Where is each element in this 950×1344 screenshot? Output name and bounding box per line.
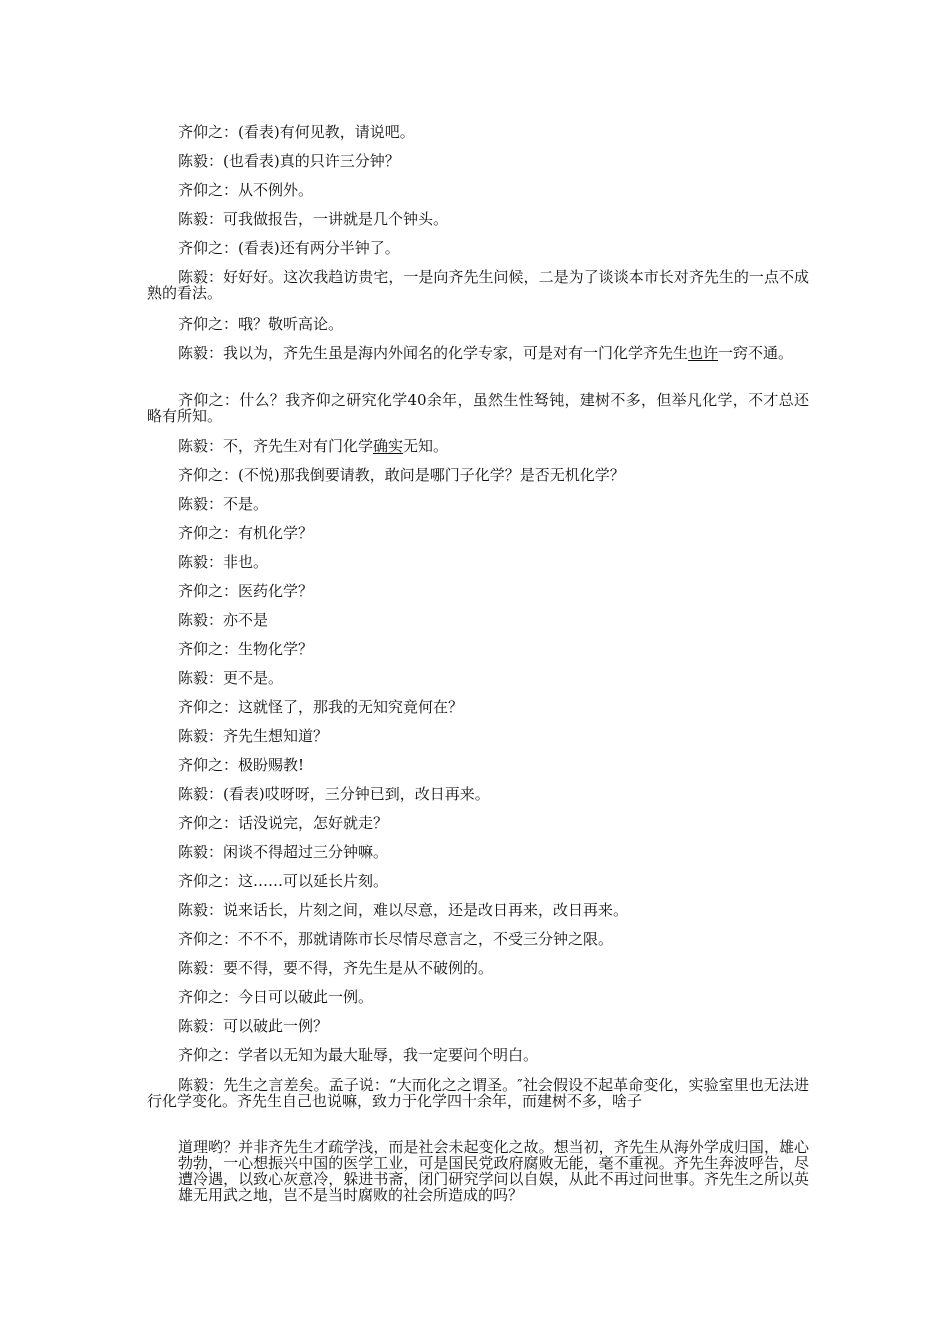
dialogue-text: 无知。 (403, 437, 449, 455)
dialogue-line: 齐仰之：今日可以破此一例。 (178, 988, 374, 1006)
dialogue-line: 齐仰之：(看表)还有两分半钟了。 (178, 239, 400, 257)
dialogue-line: 陈毅：齐先生想知道？ (178, 727, 329, 745)
dialogue-line: 陈毅：不是。 (178, 495, 269, 513)
dialogue-line: 齐仰之：哦？敬听高论。 (178, 315, 344, 333)
dialogue-line: 齐仰之：什么？我齐仰之研究化学40余年，虽然生性驽钝，建树不多，但举凡化学，不才总还略有所知。 (147, 391, 809, 425)
dialogue-line: 齐仰之：从不例外。 (178, 181, 314, 199)
dialogue-line: 陈毅：可我做报告，一讲就是几个钟头。 (178, 210, 449, 228)
dialogue-line: 齐仰之：生物化学？ (178, 640, 314, 658)
dialogue-line: 齐仰之：有机化学？ (178, 524, 314, 542)
dialogue-line: 陈毅：更不是。 (178, 669, 284, 687)
underlined-word: 确实 (373, 437, 404, 455)
dialogue-line: 陈毅：闲谈不得超过三分钟嘛。 (178, 843, 389, 861)
dialogue-line: 齐仰之：(不悦)那我倒要请教，敢问是哪门子化学？是否无机化学？ (178, 466, 625, 484)
dialogue-line: 陈毅：(也看表)真的只许三分钟？ (178, 152, 400, 170)
dialogue-text: 陈毅：不，齐先生对有门化学 (178, 437, 374, 455)
dialogue-line (147, 345, 809, 361)
dialogue-line: 陈毅：亦不是 (178, 611, 269, 629)
dialogue-line: 齐仰之：(看表)有何见教，请说吧。 (178, 123, 415, 141)
dialogue-line: 齐仰之：不不不，那就请陈市长尽情尽意言之，不受三分钟之限。 (178, 930, 614, 948)
dialogue-line: 齐仰之：这就怪了，那我的无知究竟何在？ (178, 698, 464, 716)
dialogue-line: 陈毅：先生之言差矣。孟子说：“大而化之之谓圣。″社会假设不起革命变化，实验室里也无法进行化学变化。齐先生自己也说嘛，致力于化学四十余年，而建树不多，啥子 (147, 1076, 809, 1110)
dialogue-line (147, 438, 809, 454)
dialogue-line: 陈毅：非也。 (178, 553, 269, 571)
dialogue-line: 齐仰之：极盼赐教! (178, 756, 305, 774)
dialogue-text: 一窍不通。 (718, 344, 794, 362)
dialogue-line: 陈毅：说来话长，片刻之间，难以尽意，还是改日再来，改日再来。 (178, 901, 629, 919)
dialogue-continuation: 道理哟？并非齐先生才疏学浅，而是社会未起变化之故。想当初，齐先生从海外学成归国，雄心勃勃，一心想振兴中国的医学工业，可是国民党政府腐败无能，毫不重视。齐先生奔波呼告，尽遭冷遇，以致心灰意冷，躲进书斋，闭门研究学问以自娱，从此不再过问世事。齐先生之所以英雄无用武之地，岂不是当时腐败的社会所造成的吗？ (178, 1138, 809, 1204)
dialogue-line: 陈毅：(看表)哎呀呀，三分钟已到，改日再来。 (178, 785, 490, 803)
dialogue-line: 齐仰之：这……可以延长片刻。 (178, 872, 389, 890)
dialogue-line: 陈毅：好好好。这次我趋访贵宅，一是向齐先生问候，二是为了谈谈本市长对齐先生的一点不成熟的看法。 (147, 268, 809, 302)
dialogue-line: 齐仰之：学者以无知为最大耻辱，我一定要问个明白。 (178, 1046, 539, 1064)
underlined-word: 也许 (688, 344, 719, 362)
dialogue-line: 陈毅：要不得，要不得，齐先生是从不破例的。 (178, 959, 494, 977)
dialogue-line: 陈毅：可以破此一例？ (178, 1017, 329, 1035)
dialogue-text: 陈毅：我以为，齐先生虽是海内外闻名的化学专家，可是对有一门化学齐先生 (178, 344, 689, 362)
dialogue-line: 齐仰之：医药化学？ (178, 582, 314, 600)
dialogue-line: 齐仰之：话没说完，怎好就走？ (178, 814, 389, 832)
